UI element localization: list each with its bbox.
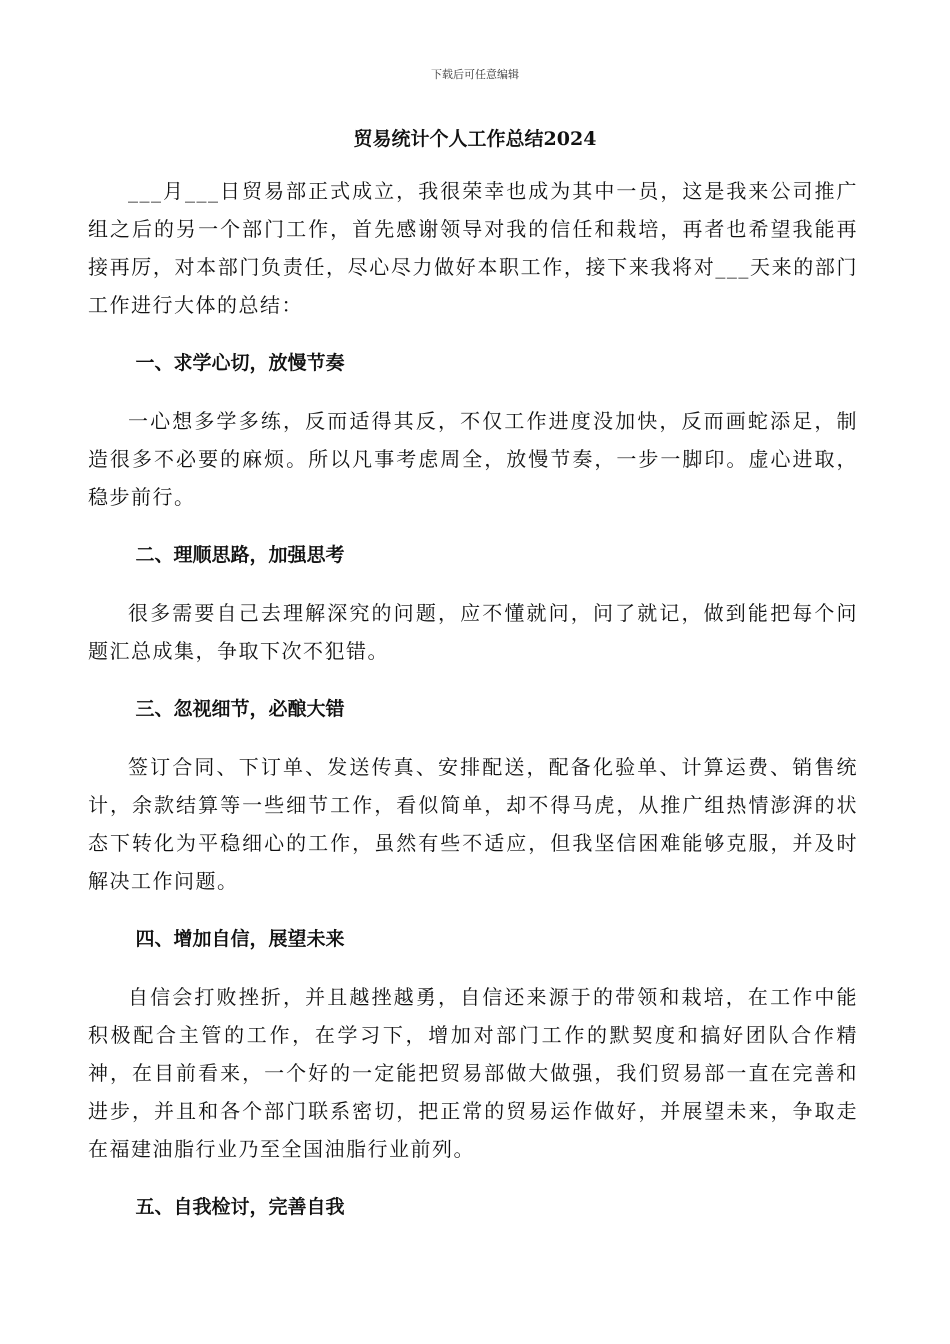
section-heading-1: 一、求学心切，放慢节奏 (135, 352, 345, 374)
document-body (88, 172, 858, 1226)
section-body-2: 很多需要自己去理解深究的问题，应不懂就问，问了就记，做到能把每个问题汇总成集，争取下次不犯错。 (88, 601, 858, 663)
section-heading-5: 五、自我检讨，完善自我 (135, 1196, 345, 1218)
header-note: 下载后可任意编辑 (431, 68, 519, 81)
section-body-4: 自信会打败挫折，并且越挫越勇，自信还来源于的带领和栽培，在工作中能积极配合主管的工作，在学习下，增加对部门工作的默契度和搞好团队合作精神，在目前看来，一个好的一定能把贸易部做大做强，我们贸易部一直在完善和进步，并且和各个部门联系密切，把正常的贸易运作做好，并展望未来，争取走在福建油脂行业乃至全国油脂行业前列。 (88, 985, 858, 1161)
section-heading-3: 三、忽视细节，必酿大错 (135, 698, 345, 720)
section-heading-2: 二、理顺思路，加强思考 (135, 544, 345, 566)
section-body-1: 一心想多学多练，反而适得其反，不仅工作进度没加快，反而画蛇添足，制造很多不必要的麻烦。所以凡事考虑周全，放慢节奏，一步一脚印。虚心进取，稳步前行。 (88, 409, 858, 509)
section-body-3: 签订合同、下订单、发送传真、安排配送，配备化验单、计算运费、销售统计，余款结算等一些细节工作，看似简单，却不得马虎，从推广组热情澎湃的状态下转化为平稳细心的工作，虽然有些不适应，但我坚信困难能够克服，并及时解决工作问题。 (88, 755, 858, 893)
intro-paragraph: ___月___日贸易部正式成立，我很荣幸也成为其中一员，这是我来公司推广组之后的另一个部门工作，首先感谢领导对我的信任和栽培，再者也希望我能再接再厉，对本部门负责任，尽心尽力做好本职工作，接下来我将对___天来的部门工作进行大体的总结： (88, 179, 858, 317)
section-heading-4: 四、增加自信，展望未来 (135, 928, 345, 950)
page-title: 贸易统计个人工作总结2024 (353, 128, 597, 150)
